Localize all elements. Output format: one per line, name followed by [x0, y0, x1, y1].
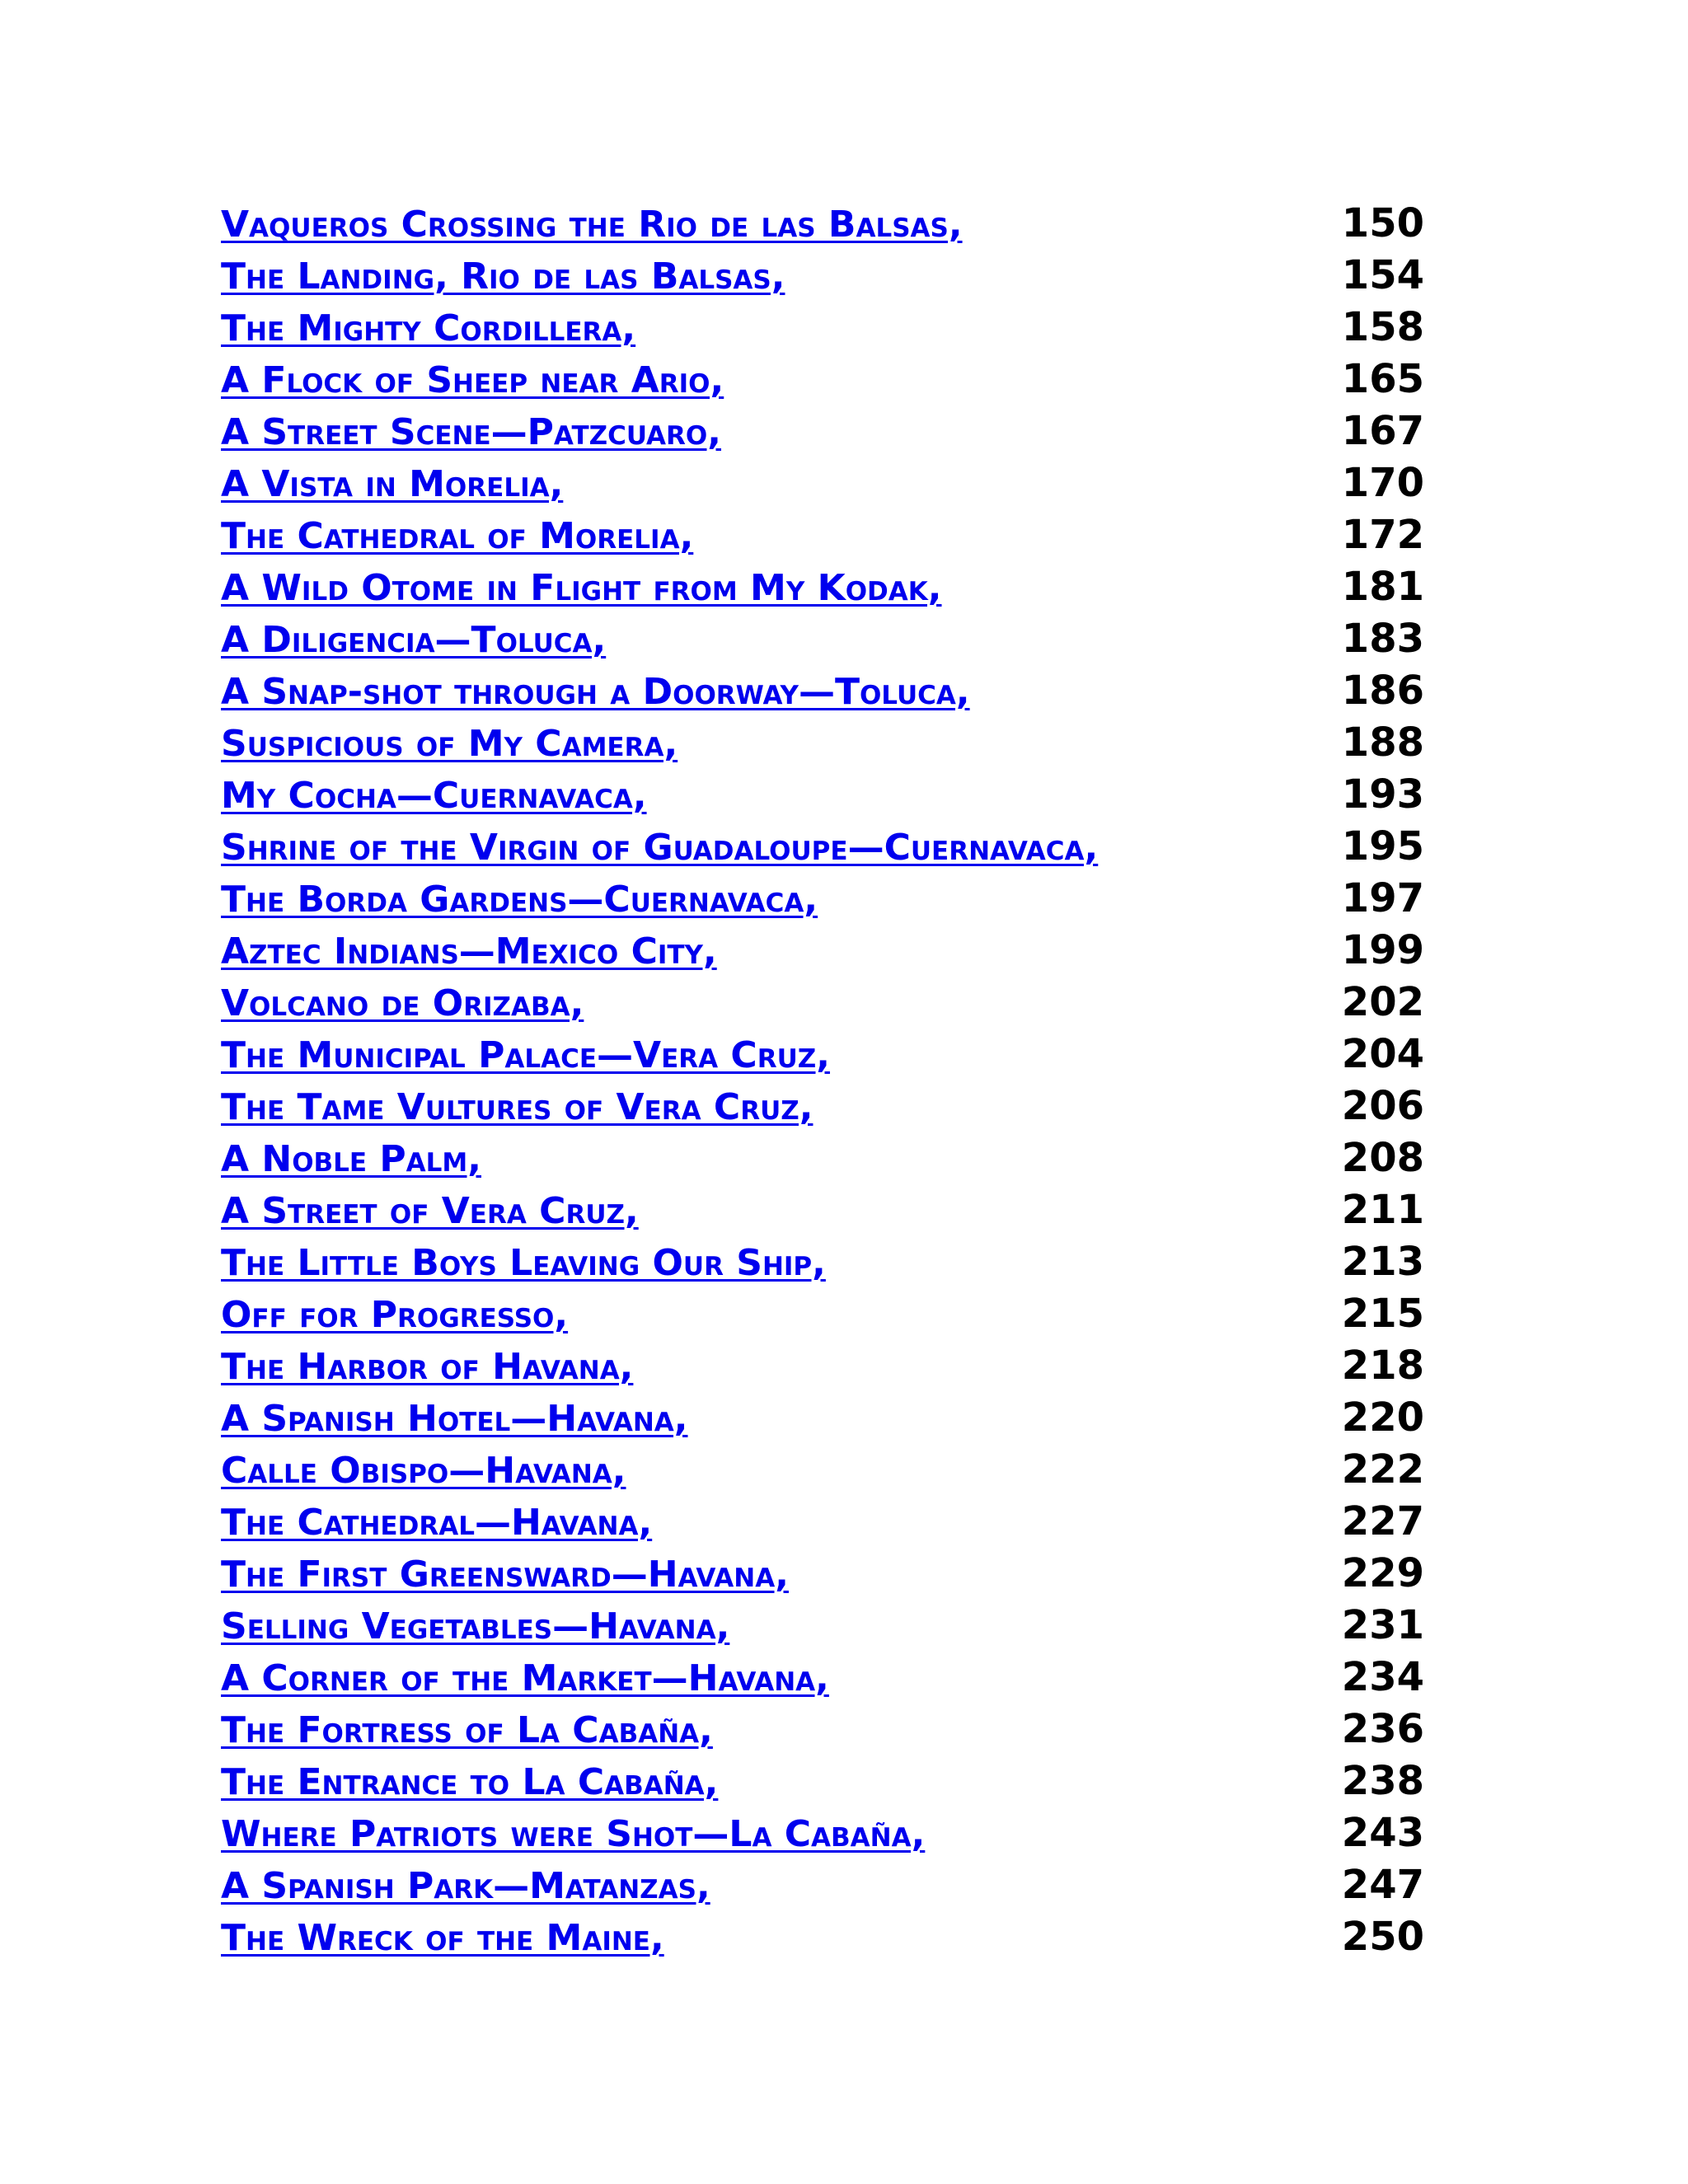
illustration-link[interactable]: The Mighty Cordillera, [221, 307, 636, 349]
illustration-link[interactable]: A Diligencia—Toluca, [221, 619, 607, 661]
illustration-link[interactable]: A Flock of Sheep near Ario, [221, 359, 724, 401]
list-item [221, 250, 1424, 302]
list-item [221, 354, 1424, 405]
list-item [221, 873, 1424, 925]
list-item [221, 665, 1424, 717]
illustration-link[interactable]: Vaqueros Crossing the Rio de las Balsas, [221, 204, 963, 246]
illustration-link[interactable]: A Street of Vera Cruz, [221, 1190, 639, 1232]
illustration-link[interactable]: Off for Progresso, [221, 1294, 569, 1336]
page-number: 181 [1341, 564, 1424, 610]
page-number: 202 [1341, 979, 1424, 1025]
page-number: 215 [1341, 1291, 1424, 1337]
page-number: 206 [1341, 1083, 1424, 1129]
list-item [221, 1652, 1424, 1704]
page-number: 208 [1341, 1135, 1424, 1181]
illustration-link[interactable]: A Vista in Morelia, [221, 463, 564, 505]
illustration-link[interactable]: Calle Obispo—Havana, [221, 1450, 626, 1492]
page-number: 195 [1341, 823, 1424, 869]
list-item [221, 821, 1424, 873]
page-number: 186 [1341, 668, 1424, 714]
page-number: 158 [1341, 304, 1424, 350]
illustration-link[interactable]: The Wreck of the Maine, [221, 1917, 664, 1959]
list-item [221, 457, 1424, 509]
list-item [221, 1340, 1424, 1392]
list-item [221, 925, 1424, 977]
illustration-link[interactable]: A Snap-shot through a Doorway—Toluca, [221, 671, 970, 713]
list-item [221, 1911, 1424, 1963]
page-number: 250 [1341, 1914, 1424, 1960]
list-item [221, 1859, 1424, 1911]
illustration-link[interactable]: The Harbor of Havana, [221, 1346, 634, 1388]
page-number: 165 [1341, 356, 1424, 402]
list-item [221, 509, 1424, 561]
list-item [221, 613, 1424, 665]
list-item [221, 1132, 1424, 1184]
illustration-link[interactable]: My Cocha—Cuernavaca, [221, 775, 647, 817]
page-number: 218 [1341, 1343, 1424, 1389]
list-item [221, 561, 1424, 613]
illustration-link[interactable]: A Spanish Hotel—Havana, [221, 1398, 688, 1440]
list-item [221, 1496, 1424, 1548]
list-item [221, 717, 1424, 769]
page-number: 172 [1341, 512, 1424, 558]
page-number: 220 [1341, 1394, 1424, 1441]
list-item [221, 198, 1424, 250]
illustration-link[interactable]: The Cathedral of Morelia, [221, 515, 694, 557]
list-item [221, 977, 1424, 1029]
page-number: 243 [1341, 1810, 1424, 1856]
page-number: 238 [1341, 1758, 1424, 1804]
illustration-link[interactable]: A Spanish Park—Matanzas, [221, 1865, 710, 1907]
illustration-link[interactable]: Shrine of the Virgin of Guadaloupe—Cuernavaca, [221, 827, 1099, 869]
illustration-link[interactable]: The First Greensward—Havana, [221, 1554, 789, 1596]
illustration-link[interactable]: The Little Boys Leaving Our Ship, [221, 1242, 826, 1284]
page-number: 227 [1341, 1498, 1424, 1544]
illustration-link[interactable]: Volcano de Orizaba, [221, 982, 584, 1024]
page-number: 204 [1341, 1031, 1424, 1077]
list-item [221, 1704, 1424, 1755]
page-number: 211 [1341, 1187, 1424, 1233]
list-item [221, 1755, 1424, 1807]
page-number: 199 [1341, 927, 1424, 973]
list-item [221, 1807, 1424, 1859]
illustration-link[interactable]: A Noble Palm, [221, 1138, 481, 1180]
list-item [221, 1184, 1424, 1236]
illustration-link[interactable]: Selling Vegetables—Havana, [221, 1605, 730, 1647]
list-item [221, 1236, 1424, 1288]
illustration-link[interactable]: The Landing, Rio de las Balsas, [221, 255, 785, 298]
list-item [221, 1288, 1424, 1340]
list-item [221, 1029, 1424, 1080]
page-number: 150 [1341, 200, 1424, 246]
page-number: 213 [1341, 1239, 1424, 1285]
list-item [221, 769, 1424, 821]
page-number: 247 [1341, 1862, 1424, 1908]
page-number: 231 [1341, 1602, 1424, 1648]
illustration-link[interactable]: The Tame Vultures of Vera Cruz, [221, 1086, 814, 1128]
illustration-link[interactable]: The Cathedral—Havana, [221, 1502, 653, 1544]
list-item [221, 1080, 1424, 1132]
page-number: 188 [1341, 719, 1424, 766]
page-number: 197 [1341, 875, 1424, 921]
illustration-link[interactable]: The Municipal Palace—Vera Cruz, [221, 1034, 830, 1076]
page-number: 222 [1341, 1446, 1424, 1493]
illustration-link[interactable]: Where Patriots were Shot—La Cabaña, [221, 1813, 926, 1855]
page-number: 193 [1341, 771, 1424, 818]
illustration-link[interactable]: A Corner of the Market—Havana, [221, 1657, 829, 1699]
illustration-link[interactable]: A Street Scene—Patzcuaro, [221, 411, 721, 453]
list-item [221, 405, 1424, 457]
illustration-link[interactable]: Suspicious of My Camera, [221, 723, 678, 765]
page-number: 183 [1341, 616, 1424, 662]
list-item [221, 1600, 1424, 1652]
illustration-link[interactable]: Aztec Indians—Mexico City, [221, 930, 717, 972]
page-number: 236 [1341, 1706, 1424, 1752]
illustration-link[interactable]: The Borda Gardens—Cuernavaca, [221, 879, 818, 921]
illustration-link[interactable]: The Fortress of La Cabaña, [221, 1709, 713, 1751]
list-item [221, 1444, 1424, 1496]
list-of-illustrations [221, 198, 1424, 1963]
illustration-link[interactable]: The Entrance to La Cabaña, [221, 1761, 719, 1803]
list-item [221, 1548, 1424, 1600]
page-number: 170 [1341, 460, 1424, 506]
illustration-link[interactable]: A Wild Otome in Flight from My Kodak, [221, 567, 942, 609]
page-number: 154 [1341, 252, 1424, 298]
list-item [221, 302, 1424, 354]
page-number: 229 [1341, 1550, 1424, 1596]
list-item [221, 1392, 1424, 1444]
page-number: 167 [1341, 408, 1424, 454]
page-number: 234 [1341, 1654, 1424, 1700]
